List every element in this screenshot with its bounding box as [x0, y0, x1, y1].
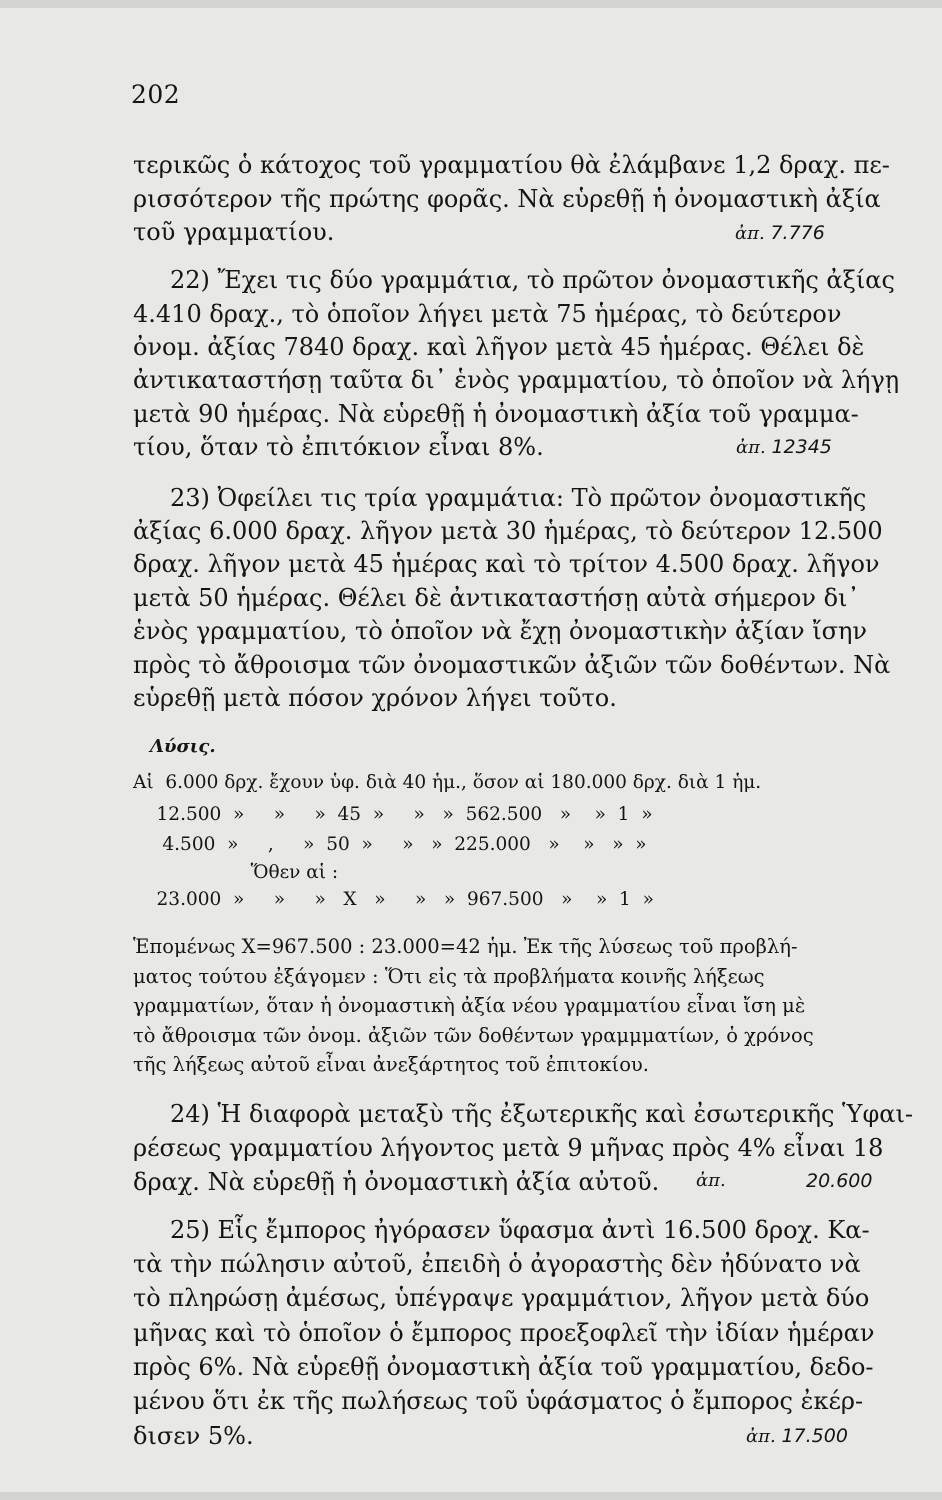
problem-22-line-3: ὀνομ. ἀξίας 7840 δραχ. καὶ λῆγον μετὰ 45 ἡμέρας. Θέλει δὲ [133, 333, 865, 361]
solution-conclusion-line-5: τῆς λήξεως αὐτοῦ εἶναι ἀνεξάρτητος τοῦ ἐπιτοκίου. [133, 1053, 649, 1076]
top-paragraph-line-2: ρισσότερον τῆς πρώτης φορᾶς. Νὰ εὑρεθῇ ἡ ὀνομαστικὴ ἀξία [133, 185, 881, 213]
top-answer-value: 7.776 [770, 222, 825, 244]
problem-22-answer [736, 436, 832, 458]
problem-25-answer-value: 17.500 [781, 1425, 848, 1447]
problem-23-line-2: ἀξίας 6.000 δραχ. λῆγον μετὰ 30 ἡμέρας, τὸ δεύτερον 12.500 [133, 517, 883, 545]
problem-22-answer-value: 12345 [771, 436, 832, 458]
solution-table-row-4: Ὅθεν αἱ : [133, 862, 339, 883]
solution-conclusion-line-4: τὸ ἄθροισμα τῶν ὀνομ. ἀξιῶν τῶν δοθέντων γραμμματίων, ὁ χρόνος [133, 1024, 814, 1047]
top-paragraph-line-1: τερικῶς ὁ κάτοχος τοῦ γραμματίου θὰ ἐλάμβανε 1,2 δραχ. πε- [133, 151, 890, 179]
problem-23-line-4: μετὰ 50 ἡμέρας. Θέλει δὲ ἀντικαταστήσῃ αὐτὰ σήμερον δι᾽ [133, 584, 860, 612]
top-paragraph-line-3: τοῦ γραμματίου. [133, 218, 335, 246]
problem-22-line-1: 22) Ἔχει τις δύο γραμμάτια, τὸ πρῶτον ὀνομαστικῆς ἀξίας [170, 266, 895, 294]
problem-25-answer-prefix: ἀπ. [746, 1426, 776, 1447]
problem-22-line-4: ἀντικαταστήσῃ ταῦτα δι᾽ ἑνὸς γραμματίου, τὸ ὁποῖον νὰ λήγῃ [133, 366, 900, 394]
bottom-page-shadow [0, 1492, 942, 1500]
problem-23-line-3: δραχ. λῆγον μετὰ 45 ἡμέρας καὶ τὸ τρίτον 4.500 δραχ. λῆγον [133, 550, 880, 578]
page-number: 202 [131, 80, 181, 109]
problem-24-line-2: ρέσεως γραμματίου λήγοντος μετὰ 9 μῆνας πρὸς 4% εἶναι 18 [133, 1134, 884, 1162]
problem-22-line-5: μετὰ 90 ἡμέρας. Νὰ εὑρεθῇ ἡ ὀνομαστικὴ ἀξία τοῦ γραμμα- [133, 400, 859, 428]
problem-22-line-6: τίου, ὅταν τὸ ἐπιτόκιον εἶναι 8%. [133, 433, 544, 461]
problem-24-line-1: 24) Ἡ διαφορὰ μεταξὺ τῆς ἐξωτερικῆς καὶ ἐσωτερικῆς Ὑφαι- [170, 1100, 913, 1128]
problem-24-line-3: δραχ. Νὰ εὑρεθῇ ἡ ὀνομαστικὴ ἀξία αὐτοῦ. [133, 1168, 660, 1196]
problem-22-answer-prefix: ἀπ. [736, 437, 766, 458]
solution-table-row-1: Αἱ 6.000 δρχ. ἔχουν ὑφ. διὰ 40 ἡμ., ὅσον αἱ 180.000 δρχ. διὰ 1 ἡμ. [133, 772, 762, 793]
solution-table-row-3: 4.500 » , » 50 » » » 225.000 » » » » [133, 834, 647, 855]
solution-label: Λύσις. [150, 736, 216, 757]
solution-conclusion-line-1: Ἑπομένως X=967.500 : 23.000=42 ἡμ. Ἐκ τῆς λύσεως τοῦ προβλή- [133, 935, 798, 958]
problem-22-line-2: 4.410 δραχ., τὸ ὁποῖον λήγει μετὰ 75 ἡμέρας, τὸ δεύτερον [133, 300, 842, 328]
problem-25-line-6: μένου ὅτι ἐκ τῆς πωλήσεως τοῦ ὑφάσματος ὁ ἔμπορος ἐκέρ- [133, 1387, 864, 1415]
solution-table-row-5: 23.000 » » » X » » » 967.500 » » 1 » [133, 889, 654, 910]
problem-25-line-2: τὰ τὴν πώλησιν αὐτοῦ, ἐπειδὴ ὁ ἀγοραστὴς δὲν ἠδύνατο νὰ [133, 1250, 861, 1278]
problem-24-answer [696, 1170, 726, 1191]
problem-23-line-1: 23) Ὀφείλει τις τρία γραμμάτια: Τὸ πρῶτον ὀνομαστικῆς [170, 484, 867, 512]
problem-24-answer-prefix: ἀπ. [696, 1170, 726, 1191]
problem-23-line-6: πρὸς τὸ ἄθροισμα τῶν ὀνομαστικῶν ἀξιῶν τῶν δοθέντων. Νὰ [133, 651, 891, 679]
problem-25-line-1: 25) Εἷς ἔμπορος ἠγόρασεν ὕφασμα ἀντὶ 16.500 δροχ. Κα- [170, 1216, 870, 1244]
problem-25-line-3: τὸ πληρώσῃ ἀμέσως, ὑπέγραψε γραμμάτιον, λῆγον μετὰ δύο [133, 1284, 870, 1312]
solution-table-row-2: 12.500 » » » 45 » » » 562.500 » » 1 » [133, 804, 653, 825]
problem-25-line-5: πρὸς 6%. Νὰ εὑρεθῇ ὀνομαστικὴ ἀξία τοῦ γραμματίου, δεδο- [133, 1353, 874, 1381]
problem-25-answer [746, 1425, 848, 1447]
top-answer-prefix: ἀπ. [735, 223, 765, 244]
top-page-shadow [0, 0, 942, 8]
problem-25-line-4: μῆνας καὶ τὸ ὁποῖον ὁ ἔμπορος προεξοφλεῖ τὴν ἰδίαν ἡμέραν [133, 1319, 875, 1347]
problem-23-line-5: ἑνὸς γραμματίου, τὸ ὁποῖον νὰ ἔχῃ ὀνομαστικὴν ἀξίαν ἴσην [133, 617, 867, 645]
problem-24-answer-value: 20.600 [806, 1170, 873, 1192]
problem-25-line-7: δισεν 5%. [133, 1422, 254, 1450]
top-answer [735, 222, 825, 244]
solution-conclusion-line-2: ματος τούτου ἐξάγομεν : Ὅτι εἰς τὰ προβλήματα κοινῆς λήξεως [133, 965, 765, 988]
solution-conclusion-line-3: γραμματίων, ὅταν ἡ ὀνομαστικὴ ἀξία νέου γραμματίου εἶναι ἴση μὲ [133, 994, 806, 1017]
problem-23-line-7: εὑρεθῇ μετὰ πόσον χρόνον λήγει τοῦτο. [133, 684, 617, 712]
